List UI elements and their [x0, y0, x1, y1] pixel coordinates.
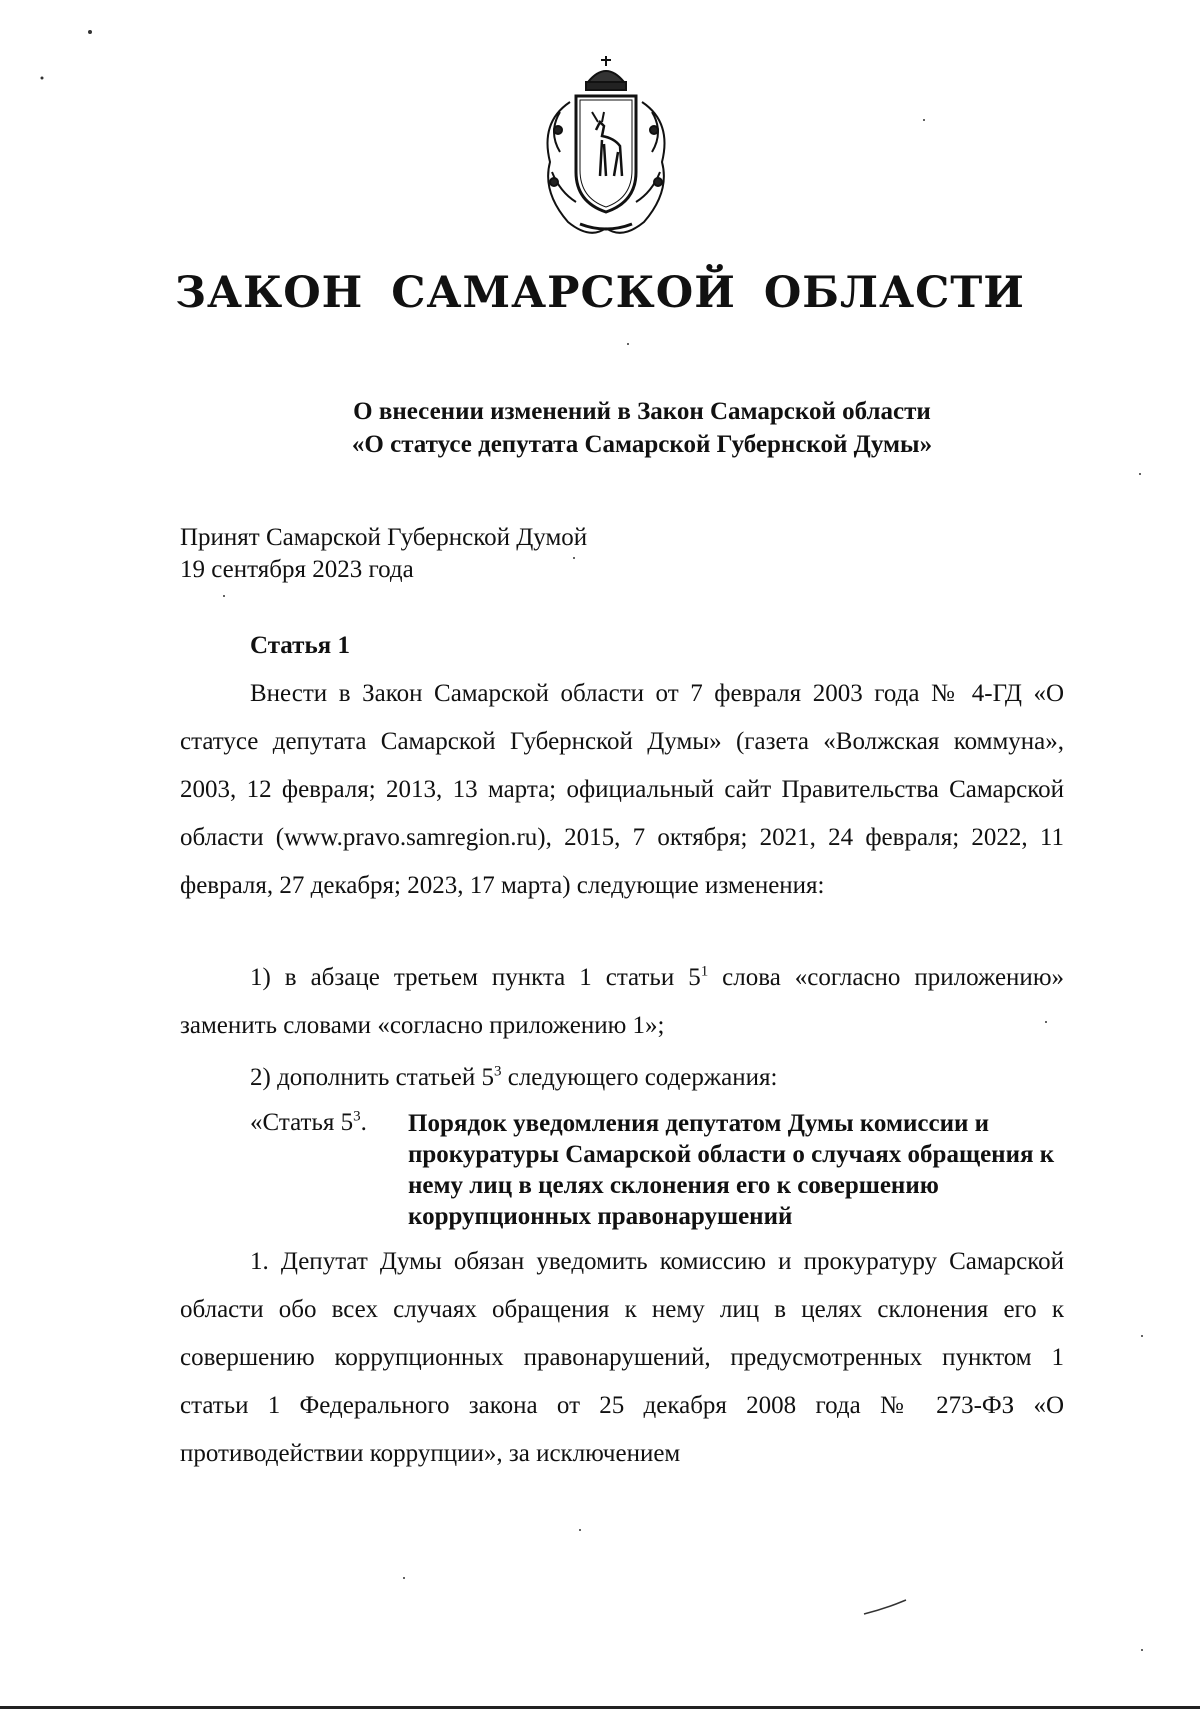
item-2-text-cont: следующего содержания:: [501, 1064, 778, 1091]
subtitle-line: О внесении изменений в Закон Самарской области: [353, 398, 931, 425]
document-title: ЗАКОН САМАРСКОЙ ОБЛАСТИ: [175, 268, 1025, 318]
superscript: 3: [353, 1108, 361, 1125]
document-subtitle: [292, 395, 992, 461]
item-1-text-cont: слова «согласно приложению» заменить словами «согласно приложению 1»;: [180, 964, 1064, 1039]
new-article-label-dot: .: [360, 1109, 367, 1136]
article-title: Статья 1: [250, 632, 350, 659]
paragraph-item-1: [180, 954, 1064, 1050]
adoption-info: [180, 522, 587, 586]
paragraph-item-2: [180, 1054, 1064, 1102]
item-2-text: 2) дополнить статьей 5: [250, 1064, 494, 1091]
item-1-text: 1) в абзаце третьем пункта 1 статьи 5: [250, 964, 701, 991]
superscript: 3: [493, 1063, 502, 1080]
samara-coat-of-arms-icon: [530, 52, 682, 242]
superscript: 1: [700, 963, 709, 980]
subtitle-line: «О статусе депутата Самарской Губернской Думы»: [351, 431, 933, 458]
adopted-by: Принят Самарской Губернской Думой: [180, 524, 588, 551]
new-article-heading: Порядок уведомления депутатом Думы комиссии и прокуратуры Самарской области о случаях обращения к нему лиц в целях склонения его к совершению коррупционных правонарушений: [408, 1110, 1055, 1230]
new-article-label: [250, 1108, 367, 1138]
new-article-label-text: «Статья 5: [250, 1109, 354, 1136]
paragraph-point-1: 1. Депутат Думы обязан уведомить комиссию и прокуратуру Самарской области обо всех случаях обращения к нему лиц в целях склонения его к совершению коррупционных правонарушений, предусмотренных пунктом 1 статьи 1 Федерального закона от 25 декабря 2008 года № 273-ФЗ «О противодействии коррупции», за исключением: [180, 1248, 1064, 1467]
adoption-date: 19 сентября 2023 года: [180, 556, 414, 583]
paragraph-intro: Внести в Закон Самарской области от 7 февраля 2003 года № 4-ГД «О статусе депутата Самарской Губернской Думы» (газета «Волжская коммуна», 2003, 12 февраля; 2013, 13 марта; официальный сайт Правительства Самарской области (www.pravo.samregion.ru), 2015, 7 октября; 2021, 24 февраля; 2022, 11 февраля, 27 декабря; 2023, 17 марта) следующие изменения:: [180, 680, 1064, 899]
scan-edge-line: [0, 1706, 1200, 1709]
